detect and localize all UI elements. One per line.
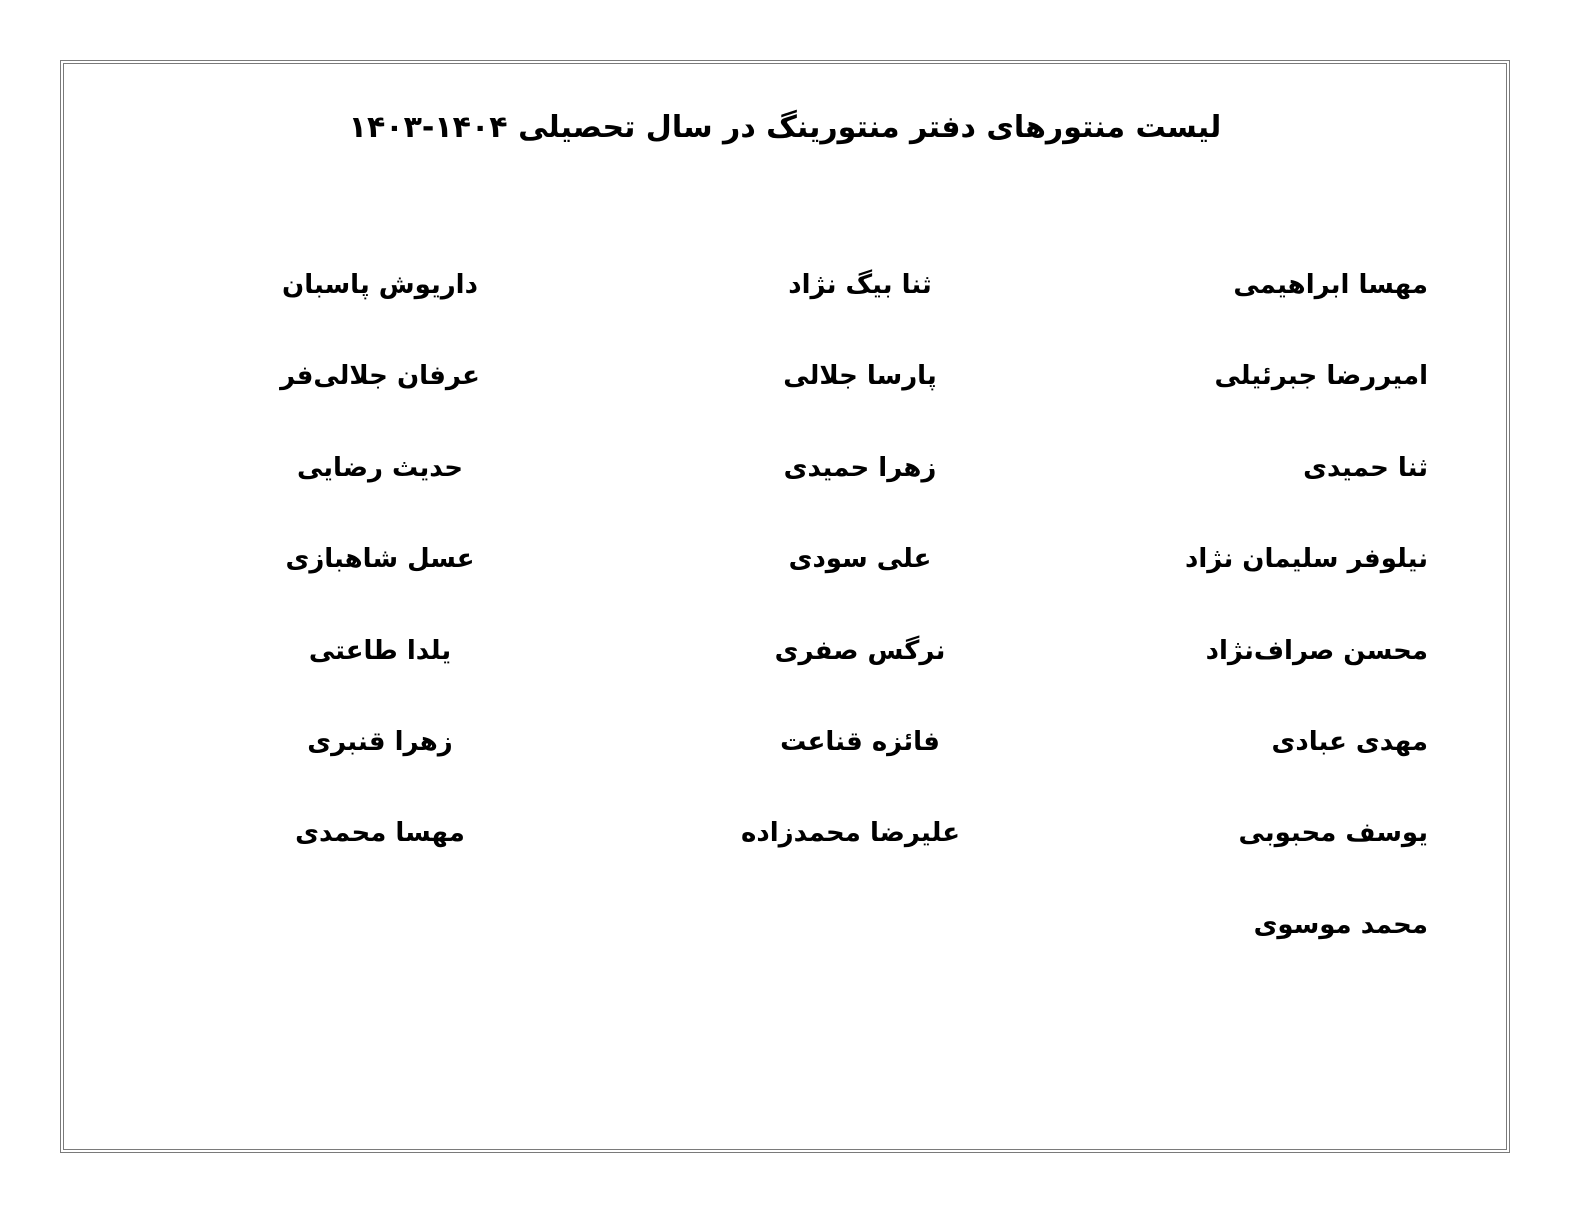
mentor-name: عسل شاهبازی [285, 544, 475, 575]
mentor-name: محمد موسوی [1253, 909, 1428, 940]
mentor-name: فائزه قناعت [780, 726, 940, 757]
mentor-name: یلدا طاعتی [308, 635, 452, 666]
mentor-name: ثنا حمیدی [1303, 452, 1428, 483]
mentor-name: علیرضا محمدزاده [741, 818, 960, 849]
mentor-name: داریوش پاسبان [282, 270, 478, 300]
mentor-name: حدیث رضایی [296, 452, 464, 483]
mentor-name: مهسا محمدی [295, 818, 465, 849]
mentor-name: مهسا ابراهیمی [1233, 270, 1428, 300]
mentor-name: محسن صراف‌نژاد [1205, 635, 1428, 666]
mentor-name: عرفان جلالی‌فر [280, 361, 480, 392]
mentor-name: امیررضا جبرئیلی [1214, 361, 1428, 392]
mentor-name: نرگس صفری [774, 635, 946, 666]
mentor-column-left [280, 262, 480, 902]
mentor-name: مهدی عبادی [1271, 726, 1428, 757]
mentor-name: یوسف محبوبی [1238, 818, 1428, 849]
mentor-name: ثنا بیگ نژاد [788, 270, 932, 300]
document-title: لیست منتورهای دفتر منتورینگ در سال تحصیلی ۱۴۰۴-۱۴۰۳ [348, 110, 1222, 145]
mentor-name: علی سودی [788, 544, 932, 575]
mentor-column-right [1168, 262, 1428, 993]
mentor-name: نیلوفر سلیمان نژاد [1185, 544, 1428, 575]
mentor-name: پارسا جلالی [783, 361, 937, 392]
mentor-name: زهرا حمیدی [783, 452, 937, 483]
mentor-column-middle [741, 262, 960, 902]
mentor-name: زهرا قنبری [307, 726, 453, 757]
